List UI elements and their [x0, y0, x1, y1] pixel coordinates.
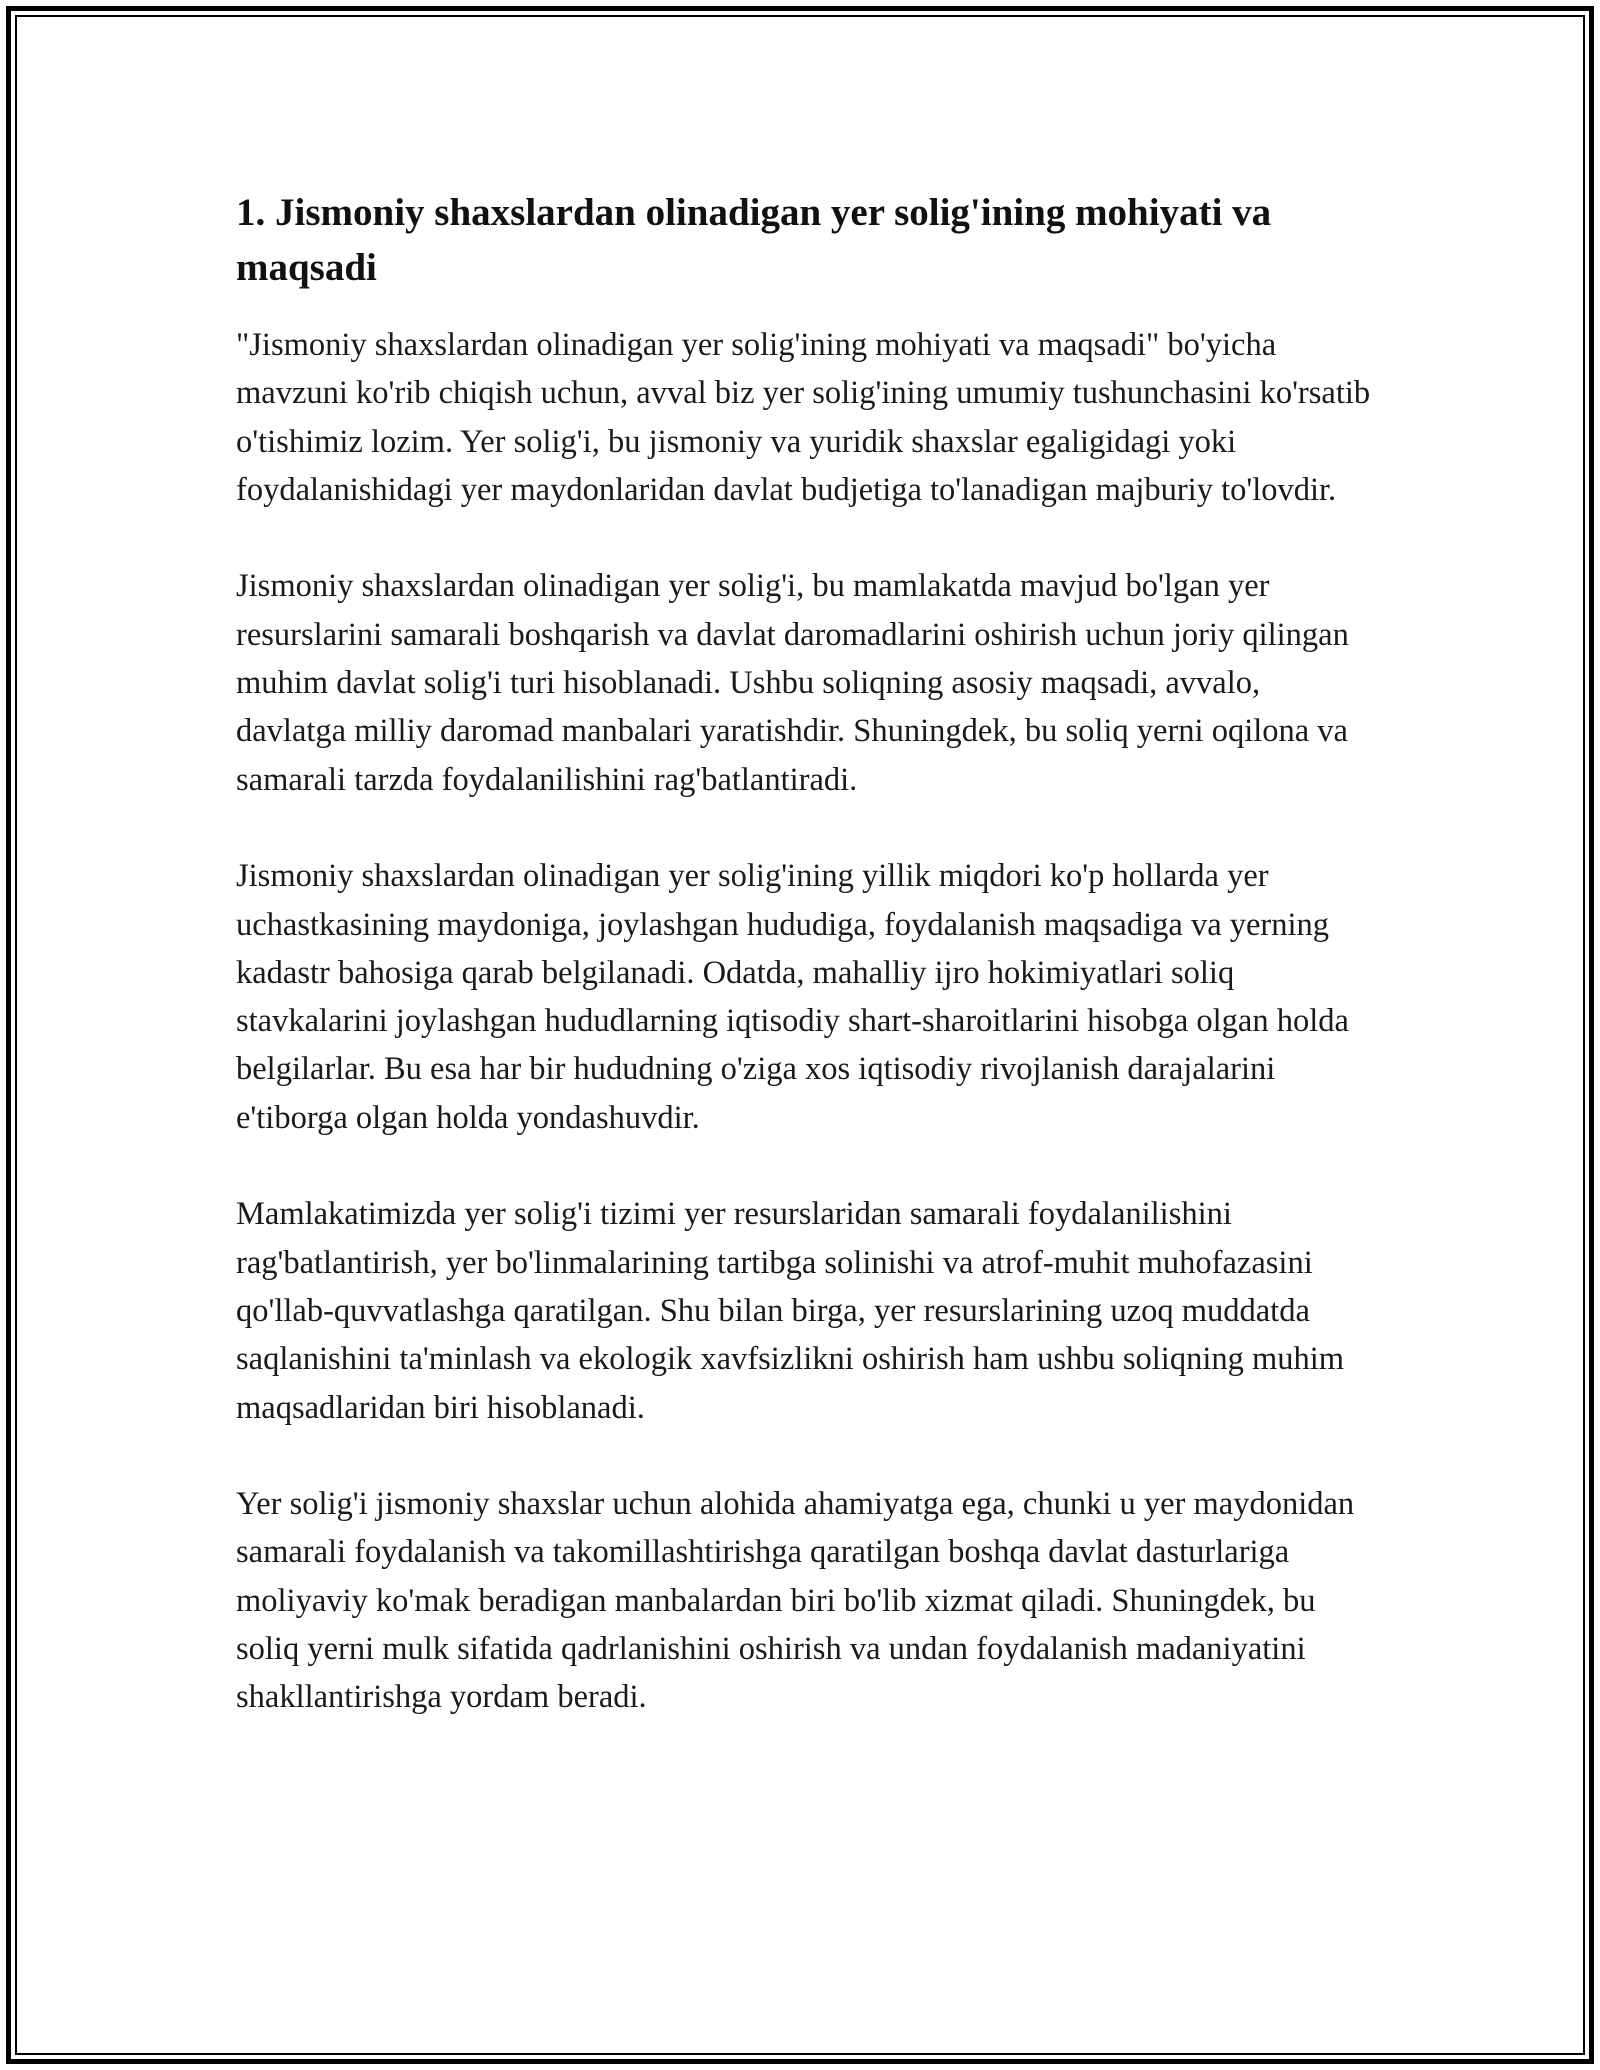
- section-title: 1. Jismoniy shaxslardan olinadigan yer solig'ining mohiyati va maqsadi: [236, 191, 1272, 289]
- paragraph-1: "Jismoniy shaxslardan olinadigan yer solig'ining mohiyati va maqsadi" bo'yicha mavzuni ko'rib chiqish uchun, avval biz yer solig'ining umumiy tushunchasini ko'rsatib o'tishimiz lozim. Yer solig'i, bu jismoniy va yuridik shaxslar egaligidagi yoki foydalanishidagi yer maydonlaridan davlat budjetiga to'lanadigan majburiy to'lovdir.: [236, 327, 1371, 508]
- paragraph-4: Mamlakatimizda yer solig'i tizimi yer resurslaridan samarali foydalanilishini rag'batlantirish, yer bo'linmalarining tartibga solinishi va atrof-muhit muhofazasini qo'llab-quvvatlashga qaratilgan. Shu bilan birga, yer resurslarining uzoq muddatda saqlanishini ta'minlash va ekologik xavfsizlikni oshirish ham ushbu soliqning muhim maqsadlaridan biri hisoblanadi.: [236, 1196, 1345, 1426]
- document-body: [236, 185, 1371, 1770]
- paragraph-3: Jismoniy shaxslardan olinadigan yer solig'ining yillik miqdori ko'p hollarda yer uchastkasining maydoniga, joylashgan hududiga, foydalanish maqsadiga va yerning kadastr bahosiga qarab belgilanadi. Odatda, mahalliy ijro hokimiyatlari soliq stavkalarini joylashgan hududlarning iqtisodiy shart-sharoitlarini hisobga olgan holda belgilarlar. Bu esa har bir hududning o'ziga xos iqtisodiy rivojlanish darajalarini e'tiborga olgan holda yondashuvdir.: [236, 858, 1349, 1136]
- paragraph-2: Jismoniy shaxslardan olinadigan yer solig'i, bu mamlakatda mavjud bo'lgan yer resurslarini samarali boshqarish va davlat daromadlarini oshirish uchun joriy qilingan muhim davlat solig'i turi hisoblanadi. Ushbu soliqning asosiy maqsadi, avvalo, davlatga milliy daromad manbalari yaratishdir. Shuningdek, bu soliq yerni oqilona va samarali tarzda foydalanilishini rag'batlantiradi.: [236, 568, 1349, 798]
- paragraph-5: Yer solig'i jismoniy shaxslar uchun alohida ahamiyatga ega, chunki u yer maydonidan samarali foydalanish va takomillashtirishga qaratilgan boshqa davlat dasturlariga moliyaviy ko'mak beradigan manbalardan biri bo'lib xizmat qiladi. Shuningdek, bu soliq yerni mulk sifatida qadrlanishini oshirish va undan foydalanish madaniyatini shakllantirishga yordam beradi.: [236, 1486, 1355, 1716]
